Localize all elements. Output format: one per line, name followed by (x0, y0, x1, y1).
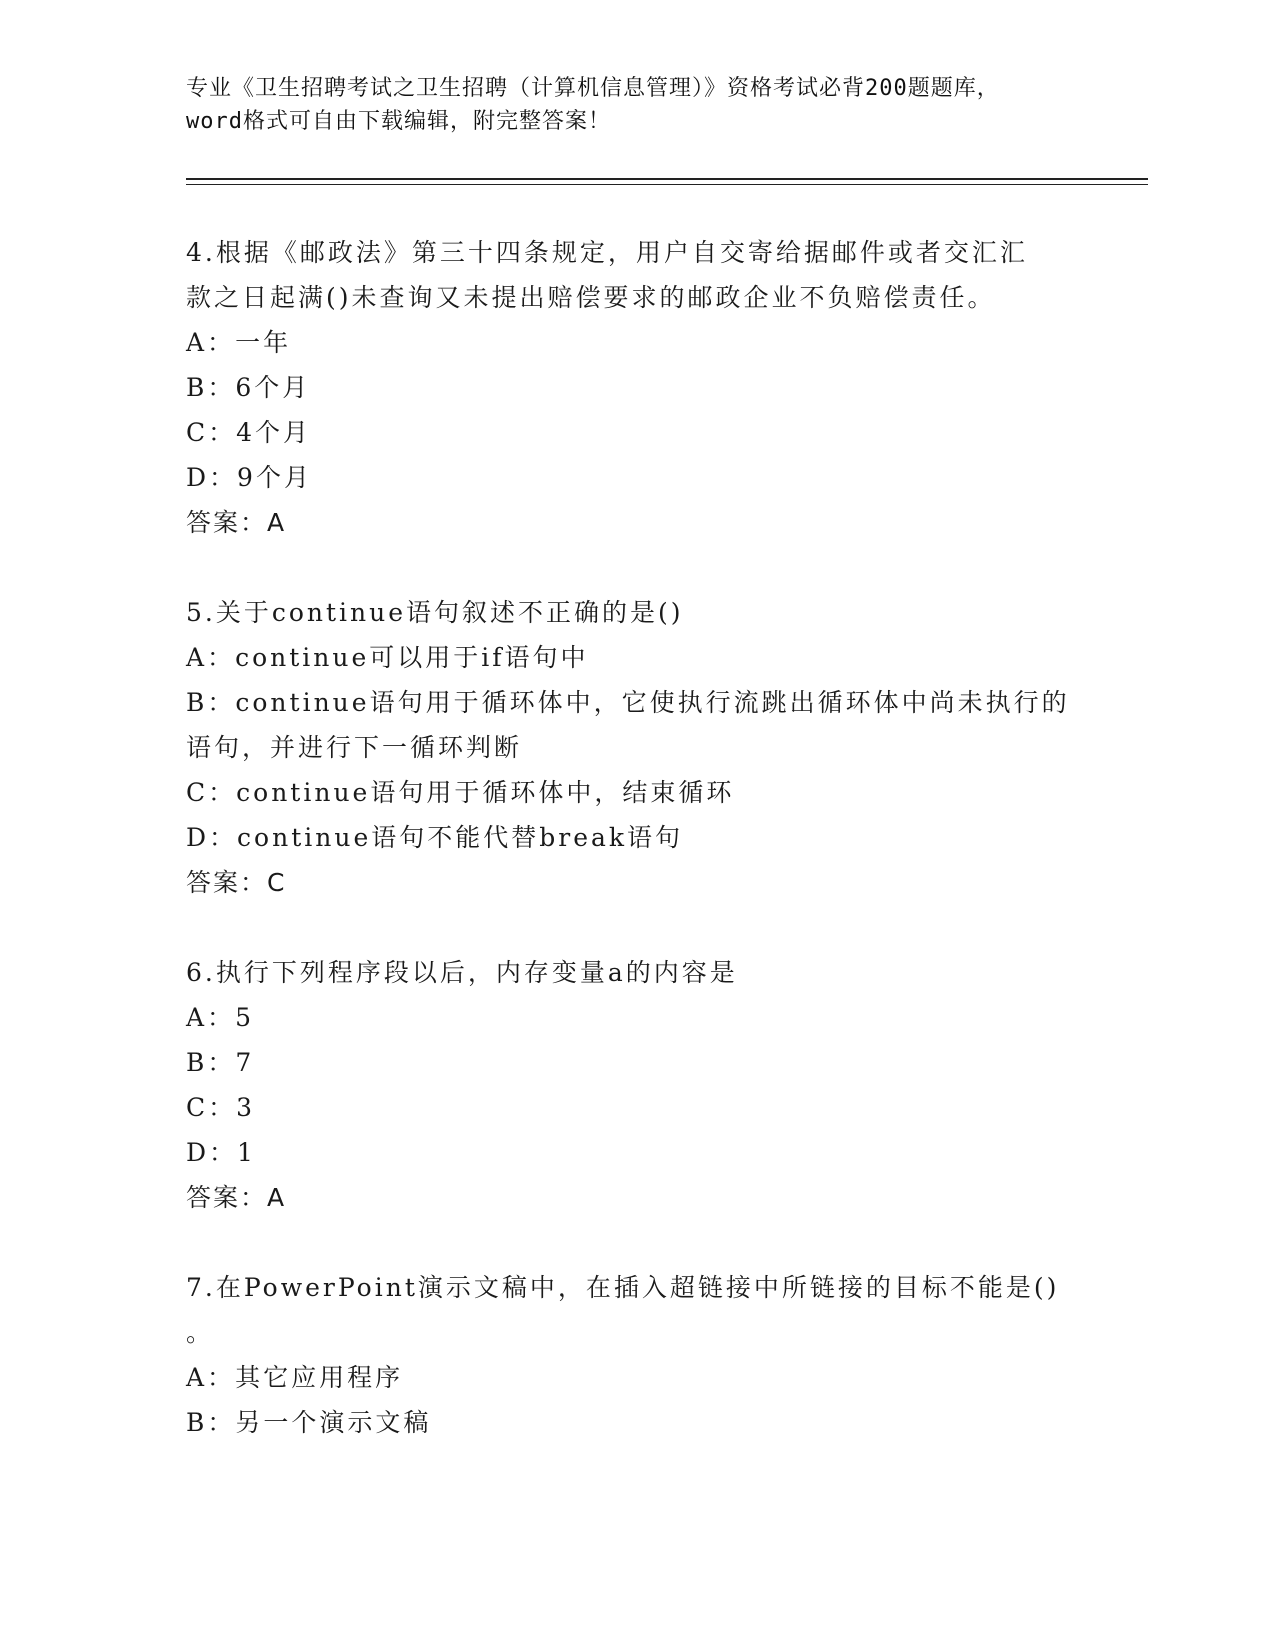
option-text: 1 (237, 1138, 256, 1167)
option-key: C： (186, 1093, 237, 1122)
option-text: 语句，并进行下一循环判断 (186, 733, 523, 762)
option-key: B： (186, 373, 236, 402)
option-a (186, 635, 1086, 680)
option-text: 4个月 (236, 418, 312, 447)
option-text: 一年 (235, 328, 292, 357)
option-key: B： (186, 1408, 236, 1437)
question-text-line: 6.执行下列程序段以后，内存变量a的内容是 (186, 958, 738, 987)
option-b-continued (186, 725, 1086, 770)
option-text: continue可以用于if语句中 (235, 643, 589, 672)
question-5 (186, 590, 1086, 905)
option-key: B： (186, 688, 236, 717)
option-text: continue语句不能代替break语句 (237, 823, 684, 852)
option-key: A： (186, 1003, 236, 1032)
option-key: C： (186, 418, 237, 447)
answer-line: 答案：A (186, 508, 287, 537)
option-text: continue语句用于循环体中，结束循环 (236, 778, 735, 807)
header-divider-thin (186, 184, 1148, 185)
header-line-2: word格式可自由下载编辑，附完整答案！ (186, 109, 611, 134)
option-key: B： (186, 1048, 236, 1077)
question-text-line: 款之日起满()未查询又未提出赔偿要求的邮政企业不负赔偿责任。 (186, 283, 996, 312)
option-key: C： (186, 778, 237, 807)
option-key: A： (186, 1363, 236, 1392)
option-key: A： (186, 643, 236, 672)
question-7 (186, 1265, 1086, 1445)
option-c (186, 1085, 1086, 1130)
question-text-line: 7.在PowerPoint演示文稿中，在插入超链接中所链接的目标不能是() (186, 1273, 1060, 1302)
document-header (186, 72, 1086, 138)
option-key: D： (186, 1138, 238, 1167)
option-d (186, 1130, 1086, 1175)
question-6 (186, 950, 1086, 1220)
option-b (186, 1400, 1086, 1445)
question-text-line: 5.关于continue语句叙述不正确的是() (186, 598, 684, 627)
option-c (186, 410, 1086, 455)
option-text: 其它应用程序 (235, 1363, 404, 1392)
option-a (186, 1355, 1086, 1400)
option-b (186, 365, 1086, 410)
option-text: 另一个演示文稿 (235, 1408, 432, 1437)
header-line-1: 专业《卫生招聘考试之卫生招聘（计算机信息管理）》资格考试必背200题题库， (186, 76, 1000, 101)
option-d (186, 455, 1086, 500)
answer-line: 答案：A (186, 1183, 287, 1212)
question-4 (186, 230, 1086, 545)
answer-line: 答案：C (186, 868, 287, 897)
option-text: 6个月 (235, 373, 311, 402)
question-text-line: 。 (186, 1318, 215, 1347)
option-a (186, 995, 1086, 1040)
option-b (186, 1040, 1086, 1085)
option-text: 7 (235, 1048, 255, 1077)
header-divider-thick (186, 178, 1148, 180)
option-d (186, 815, 1086, 860)
option-c (186, 770, 1086, 815)
option-text: continue语句用于循环体中，它使执行流跳出循环体中尚未执行的 (235, 688, 1070, 717)
option-text: 9个月 (237, 463, 312, 492)
option-a (186, 320, 1086, 365)
option-text: 3 (236, 1093, 256, 1122)
option-text: 5 (235, 1003, 254, 1032)
question-text-line: 4.根据《邮政法》第三十四条规定，用户自交寄给据邮件或者交汇汇 (186, 238, 1028, 267)
option-key: D： (186, 823, 238, 852)
option-b (186, 680, 1086, 725)
option-key: A： (186, 328, 236, 357)
option-key: D： (186, 463, 238, 492)
